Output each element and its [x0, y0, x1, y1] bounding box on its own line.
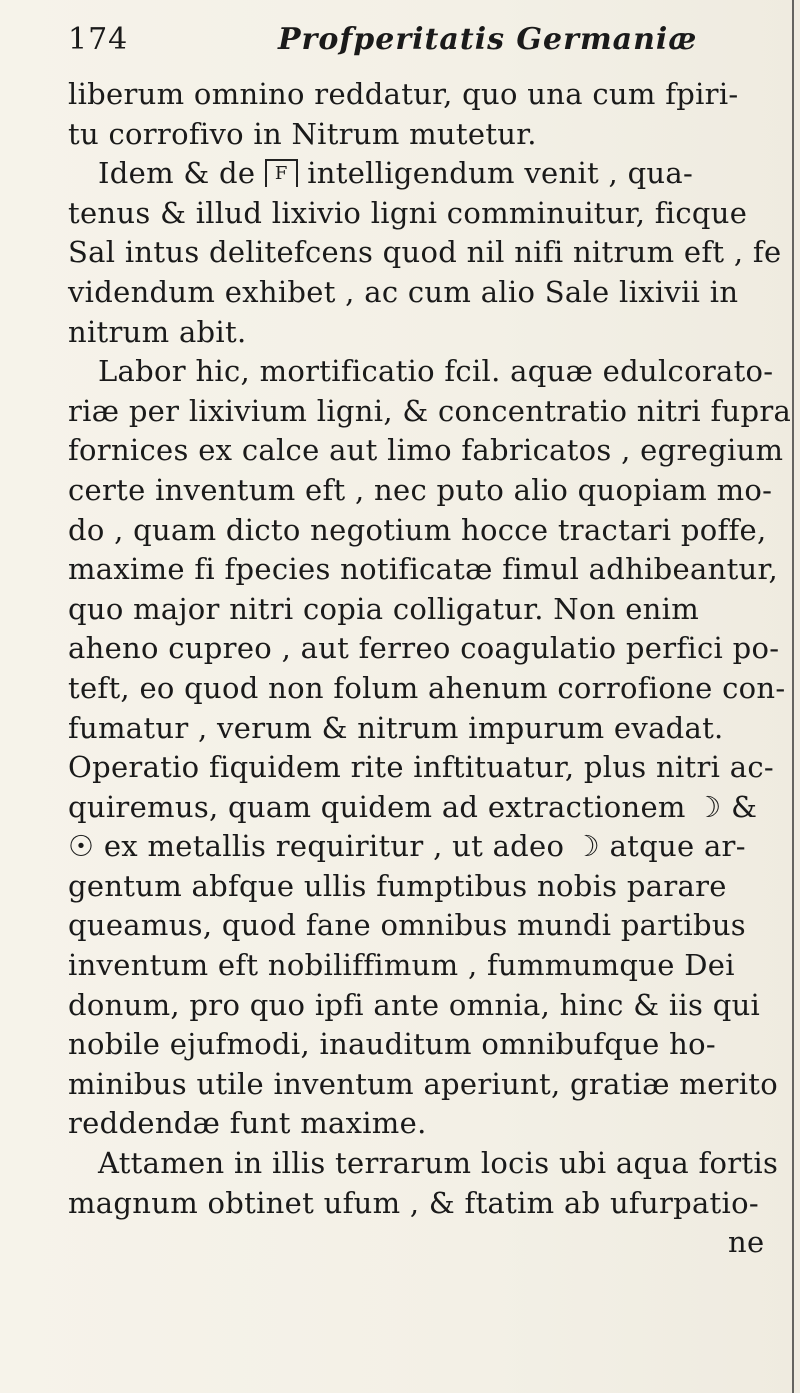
text-line: reddendæ funt maxime.: [68, 1106, 427, 1141]
text-line: riæ per lixivium ligni, & concentratio nitri fupra: [68, 393, 792, 428]
text-line: tenus & illud lixivio ligni comminuitur, ficque: [68, 195, 748, 230]
text-line: ☉ ex metallis requiritur , ut adeo ☽ atque ar-: [68, 829, 746, 864]
text-line: magnum obtinet ufum , & ftatim ab ufurpatio-: [68, 1185, 759, 1220]
text-line: nitrum abit.: [68, 314, 247, 349]
text-line: certe inventum eft , nec puto alio quopiam mo-: [68, 472, 773, 507]
sun-symbol-icon: ☉: [68, 829, 95, 864]
text-line: Attamen in illis terrarum locis ubi aqua fortis: [98, 1146, 779, 1181]
text-line: fornices ex calce aut limo fabricatos , egregium: [68, 433, 784, 468]
text-line: donum, pro quo ipfi ante omnia, hinc & iis qui: [68, 987, 761, 1022]
text-line: minibus utile inventum aperiunt, gratiæ merito: [68, 1066, 778, 1101]
fluorine-symbol: F: [265, 159, 298, 187]
text-line: do , quam dicto negotium hocce tractari poffe,: [68, 512, 767, 547]
running-title: Profperitatis Germaniæ: [278, 22, 698, 57]
catchword: ne: [728, 1225, 765, 1260]
text-line: quiremus, quam quidem ad extractionem ☽ &: [68, 789, 758, 824]
text-line: gentum abfque ullis fumptibus nobis parare: [68, 868, 727, 903]
text-line: Operatio fiquidem rite inftituatur, plus nitri ac-: [68, 750, 774, 785]
text-line: Idem & de F intelligendum venit , qua-: [98, 156, 694, 191]
moon-symbol-icon: ☽: [573, 829, 601, 864]
page-number: 174: [68, 22, 129, 57]
page-header: [68, 22, 738, 62]
page-edge-shadow: [792, 0, 794, 1393]
text-line: quo major nitri copia colligatur. Non enim: [68, 591, 700, 626]
text-line: maxime fi fpecies notificatæ fimul adhibeantur,: [68, 552, 779, 587]
moon-symbol-icon: ☽: [695, 789, 722, 824]
text-line: teft, eo quod non folum ahenum corrofione con-: [68, 670, 786, 705]
text-line: aheno cupreo , aut ferreo coagulatio perfici po-: [68, 631, 780, 666]
text-line: inventum eft nobiliffimum , fummumque Dei: [68, 948, 735, 983]
text-line: liberum omnino reddatur, quo una cum fpiri-: [68, 77, 739, 111]
text-line: queamus, quod fane omnibus mundi partibus: [68, 908, 746, 943]
body-text: [68, 75, 792, 1263]
text-line: Labor hic, mortificatio fcil. aquæ edulcorato-: [98, 354, 774, 389]
text-line: Sal intus delitefcens quod nil nifi nitrum eft , fe: [68, 235, 782, 270]
text-line: videndum exhibet , ac cum alio Sale lixivii in: [68, 274, 739, 309]
text-line: nobile ejufmodi, inauditum omnibufque ho-: [68, 1027, 716, 1062]
text-line: tu corrofivo in Nitrum mutetur.: [68, 116, 537, 151]
text-line: fumatur , verum & nitrum impurum evadat.: [68, 710, 724, 745]
